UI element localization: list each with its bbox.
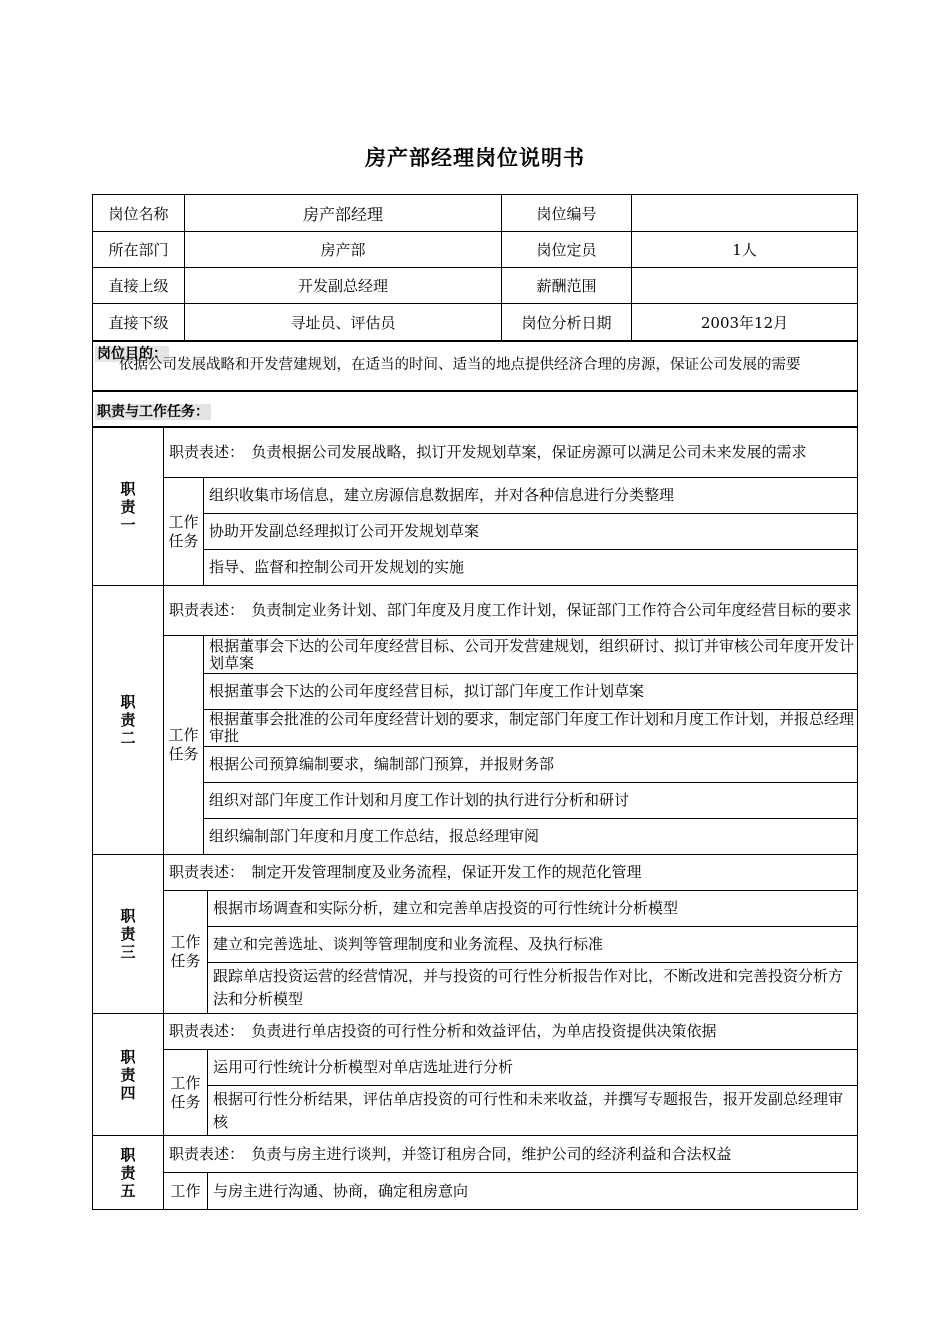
duty-1-name-cell <box>93 428 164 586</box>
duty-1-task-label: 工作任务 <box>168 512 199 550</box>
duty-2-task-4: 根据公司预算编制要求，编制部门预算，并报财务部 <box>204 747 858 783</box>
duty-2-task-label-cell <box>164 636 204 855</box>
value-headcount: 1人 <box>632 232 858 268</box>
duty-3-statement: 职责表述： 制定开发管理制度及业务流程，保证开发工作的规范化管理 <box>164 855 858 891</box>
value-subordinates: 寻址员、评估员 <box>185 304 502 341</box>
duty-3-task-3: 跟踪单店投资运营的经营情况，并与投资的可行性分析报告作对比，不断改进和完善投资分析方法和分析模型 <box>208 963 858 1014</box>
value-supervisor: 开发副总经理 <box>185 268 502 304</box>
duty-4-task-2: 根据可行性分析结果，评估单店投资的可行性和未来收益，并撰写专题报告，报开发副总经理审核 <box>208 1086 858 1136</box>
duty-2-name-cell <box>93 586 164 855</box>
document-title: 房产部经理岗位说明书 <box>365 146 585 170</box>
value-salary-range <box>632 268 858 304</box>
duty-1-task-2: 协助开发副总经理拟订公司开发规划草案 <box>204 514 858 550</box>
label-headcount: 岗位定员 <box>502 232 632 268</box>
duty-4-task-label: 工作任务 <box>170 1073 201 1111</box>
duty-5-name-cell <box>93 1136 164 1209</box>
duty-2-task-label: 工作任务 <box>168 726 199 763</box>
duty-5-statement: 职责表述： 负责与房主进行谈判，并签订租房合同，维护公司的经济利益和合法权益 <box>164 1136 858 1173</box>
label-salary-range: 薪酬范围 <box>502 268 632 304</box>
duty-2-statement: 职责表述： 负责制定业务计划、部门年度及月度工作计划，保证部门工作符合公司年度经营目标的要求 <box>164 586 858 636</box>
duty-1-statement: 职责表述： 负责根据公司发展战略，拟订开发规划草案，保证房源可以满足公司未来发展的需求 <box>164 428 858 478</box>
duty-4-task-label-cell <box>164 1050 208 1136</box>
duty-4-statement: 职责表述： 负责进行单店投资的可行性分析和效益评估，为单店投资提供决策依据 <box>164 1014 858 1050</box>
purpose-label: 岗位目的： <box>97 346 167 362</box>
duty-1-task-label-cell <box>164 478 204 586</box>
value-job-title: 房产部经理 <box>185 195 502 232</box>
label-job-code: 岗位编号 <box>502 195 632 232</box>
duty-4-name-cell <box>93 1014 164 1136</box>
label-supervisor: 直接上级 <box>93 268 185 304</box>
duty-3-task-1: 根据市场调查和实际分析，建立和完善单店投资的可行性统计分析模型 <box>208 891 858 927</box>
job-info-table <box>92 194 858 340</box>
duty-5-name: 职责五 <box>120 1145 136 1200</box>
value-job-code <box>632 195 858 232</box>
duties-label: 职责与工作任务： <box>97 404 209 420</box>
label-subordinates: 直接下级 <box>93 304 185 341</box>
duty-1-task-3: 指导、监督和控制公司开发规划的实施 <box>204 550 858 586</box>
duty-2-task-2: 根据董事会下达的公司年度经营目标，拟订部门年度工作计划草案 <box>204 674 858 710</box>
duty-2-task-5: 组织对部门年度工作计划和月度工作计划的执行进行分析和研讨 <box>204 783 858 819</box>
duties-table <box>92 428 858 1210</box>
duty-2-name: 职责二 <box>120 693 136 747</box>
duty-2-task-3: 根据董事会批准的公司年度经营计划的要求，制定部门年度工作计划和月度工作计划，并报总经理审批 <box>204 710 858 747</box>
duties-header <box>92 392 858 428</box>
purpose-text: 依据公司发展战略和开发营建规划，在适当的时间、适当的地点提供经济合理的房源，保证公司发展的需要 <box>119 357 801 373</box>
duty-3-task-2: 建立和完善选址、谈判等管理制度和业务流程、及执行标准 <box>208 927 858 963</box>
purpose-block <box>92 340 858 392</box>
duty-3-task-label-cell <box>164 891 208 1014</box>
duty-3-name: 职责三 <box>120 907 136 961</box>
duty-5-task-label-cell <box>164 1173 208 1209</box>
label-job-title: 岗位名称 <box>93 195 185 232</box>
duty-1-name: 职责一 <box>120 479 136 534</box>
value-analysis-date: 2003年12月 <box>632 304 858 341</box>
label-department: 所在部门 <box>93 232 185 268</box>
duty-5-task-1: 与房主进行沟通、协商，确定租房意向 <box>208 1173 858 1209</box>
duty-4-name: 职责四 <box>120 1047 136 1102</box>
duty-1-task-1: 组织收集市场信息，建立房源信息数据库，并对各种信息进行分类整理 <box>204 478 858 514</box>
duty-2-task-1: 根据董事会下达的公司年度经营目标、公司开发营建规划，组织研讨、拟订并审核公司年度开发计划草案 <box>204 636 858 674</box>
duty-4-task-1: 运用可行性统计分析模型对单店选址进行分析 <box>208 1050 858 1086</box>
duty-3-task-label: 工作任务 <box>170 933 201 970</box>
duty-2-task-6: 组织编制部门年度和月度工作总结，报总经理审阅 <box>204 819 858 855</box>
value-department: 房产部 <box>185 232 502 268</box>
duty-3-name-cell <box>93 855 164 1014</box>
label-analysis-date: 岗位分析日期 <box>502 304 632 341</box>
duty-5-task-label: 工作 <box>170 1181 201 1200</box>
